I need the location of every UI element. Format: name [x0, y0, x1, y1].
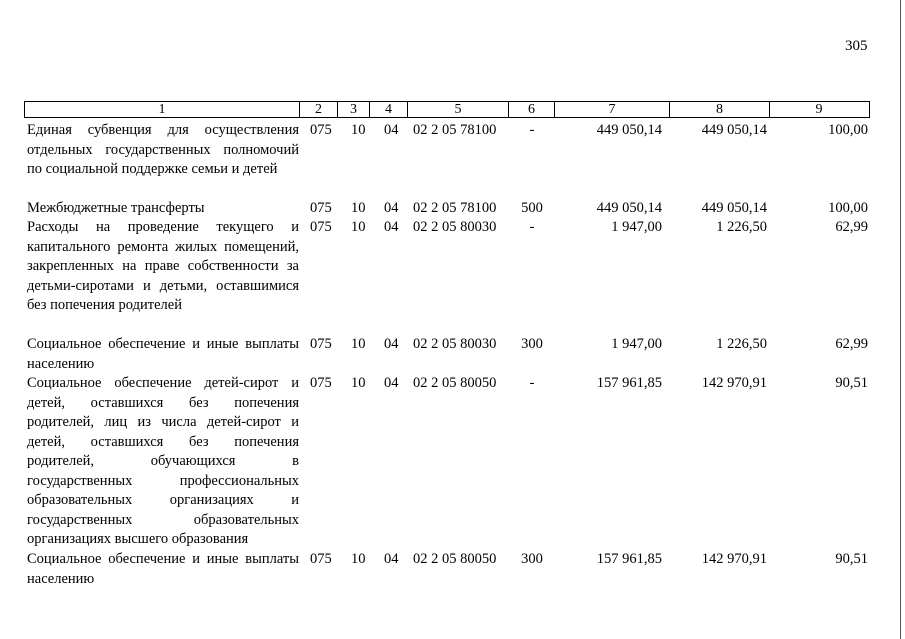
row-target-article: 02 2 05 80030	[413, 336, 497, 352]
row-section: 10	[351, 336, 366, 352]
row-target-article: 02 2 05 78100	[413, 200, 497, 216]
row-description: Единая субвенция для осуществления отдельных государственных полномочий по социальной поддержке семьи и детей	[27, 122, 299, 177]
row-description: Социальное обеспечение и иные выплаты населению	[27, 336, 299, 372]
row-description: Социальное обеспечение детей-сирот и детей, оставшихся без попечения родителей, лиц из числа детей-сирот и детей, оставшихся без попечения родителей, обучающихся в государственных профессиональных образовательных организациях и государственных образовательных организациях высшего образования	[27, 375, 299, 547]
row-subsection: 04	[384, 551, 399, 567]
row-section: 10	[351, 551, 366, 567]
table-header	[24, 101, 870, 118]
row-section: 10	[351, 200, 366, 216]
row-admin-code: 075	[310, 122, 332, 138]
row-target-article: 02 2 05 80030	[413, 219, 497, 235]
row-admin-code: 075	[310, 200, 332, 216]
row-description: Межбюджетные трансферты	[27, 200, 205, 216]
row-percent: 62,99	[835, 219, 868, 235]
header-col-1: 1	[25, 102, 300, 117]
row-plan-amount: 1 947,00	[611, 336, 662, 352]
row-actual-amount: 449 050,14	[701, 122, 767, 138]
header-col-8: 8	[670, 102, 770, 117]
header-col-5: 5	[408, 102, 509, 117]
row-section: 10	[351, 219, 366, 235]
row-description: Расходы на проведение текущего и капитального ремонта жилых помещений, закрепленных на праве собственности за детьми-сиротами и детьми, оставшимися без попечения родителей	[27, 219, 299, 313]
row-expense-type: 500	[521, 200, 543, 216]
row-actual-amount: 142 970,91	[701, 375, 767, 391]
row-plan-amount: 449 050,14	[596, 200, 662, 216]
row-expense-type: 300	[521, 551, 543, 567]
row-actual-amount: 1 226,50	[716, 336, 767, 352]
row-admin-code: 075	[310, 219, 332, 235]
row-section: 10	[351, 375, 366, 391]
row-subsection: 04	[384, 219, 399, 235]
row-target-article: 02 2 05 80050	[413, 375, 497, 391]
row-percent: 90,51	[835, 551, 868, 567]
row-plan-amount: 157 961,85	[596, 375, 662, 391]
row-description: Социальное обеспечение и иные выплаты населению	[27, 551, 299, 587]
row-expense-type: -	[529, 375, 535, 391]
row-actual-amount: 1 226,50	[716, 219, 767, 235]
header-col-4: 4	[370, 102, 408, 117]
row-admin-code: 075	[310, 551, 332, 567]
header-col-9: 9	[815, 102, 823, 117]
row-admin-code: 075	[310, 336, 332, 352]
row-percent: 62,99	[835, 336, 868, 352]
row-subsection: 04	[384, 200, 399, 216]
row-subsection: 04	[384, 375, 399, 391]
row-actual-amount: 142 970,91	[701, 551, 767, 567]
row-target-article: 02 2 05 78100	[413, 122, 497, 138]
row-percent: 100,00	[828, 122, 868, 138]
row-plan-amount: 449 050,14	[596, 122, 662, 138]
row-section: 10	[351, 122, 366, 138]
row-expense-type: 300	[521, 336, 543, 352]
row-expense-type: -	[529, 219, 535, 235]
page-edge-rule	[900, 0, 901, 639]
row-percent: 100,00	[828, 200, 868, 216]
page-number: 305	[845, 38, 868, 54]
header-col-7: 7	[555, 102, 670, 117]
header-col-6: 6	[509, 102, 555, 117]
row-plan-amount: 1 947,00	[611, 219, 662, 235]
row-expense-type: -	[529, 122, 535, 138]
row-actual-amount: 449 050,14	[701, 200, 767, 216]
header-col-3: 3	[338, 102, 370, 117]
row-target-article: 02 2 05 80050	[413, 551, 497, 567]
row-percent: 90,51	[835, 375, 868, 391]
row-subsection: 04	[384, 336, 399, 352]
row-plan-amount: 157 961,85	[596, 551, 662, 567]
row-subsection: 04	[384, 122, 399, 138]
header-col-2: 2	[300, 102, 338, 117]
row-admin-code: 075	[310, 375, 332, 391]
